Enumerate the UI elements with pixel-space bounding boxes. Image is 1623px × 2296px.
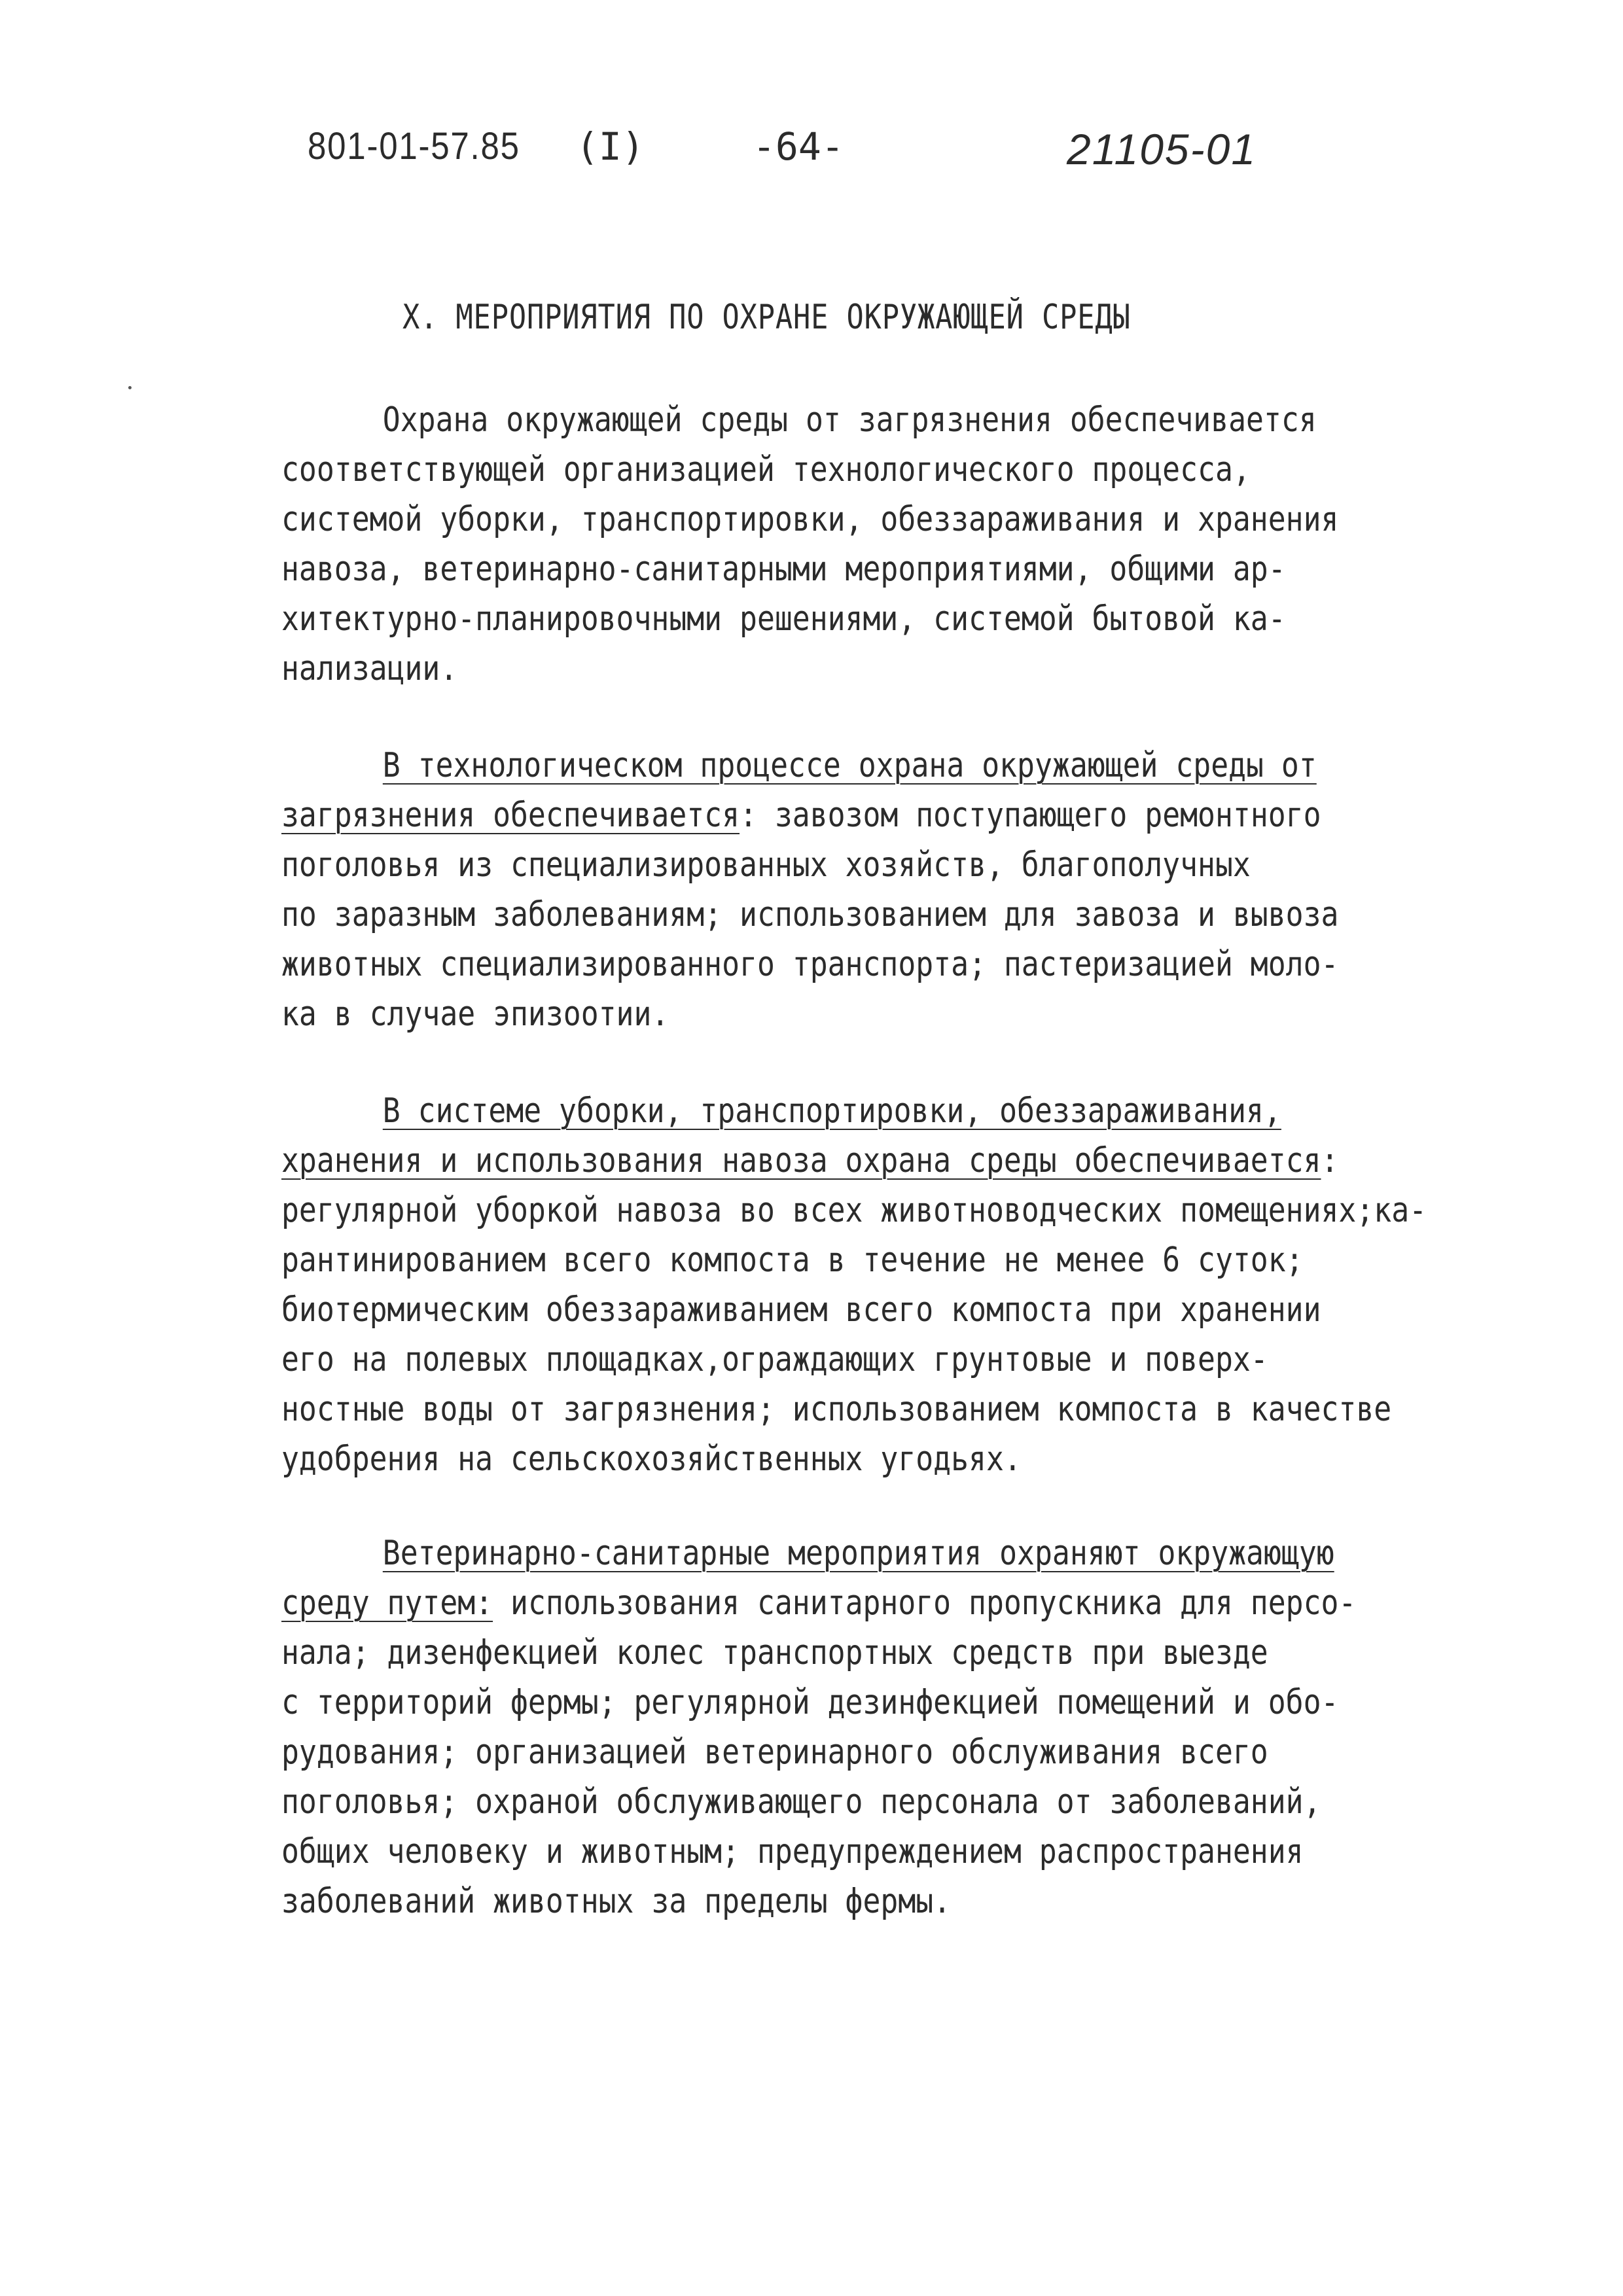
sheet-marker: (I) bbox=[576, 124, 645, 169]
paragraph-line: ка в случае эпизоотии. bbox=[281, 995, 669, 1034]
paragraph-line: Охрана окружающей среды от загрязнения обеспечивается bbox=[382, 400, 1317, 440]
paragraph-line: поголовья из специализированных хозяйств, благополучных bbox=[281, 845, 1251, 885]
paragraph-3 bbox=[281, 1086, 1584, 1484]
paragraph-line: регулярной уборкой навоза во всех животноводческих помещениях;ка- bbox=[281, 1191, 1427, 1230]
paragraph-line: с территорий фермы; регулярной дезинфекцией помещений и обо- bbox=[281, 1683, 1339, 1722]
paragraph-4 bbox=[281, 1528, 1584, 1926]
paragraph-line: по заразным заболеваниям; использованием для завоза и вывоза bbox=[281, 895, 1339, 934]
paragraph-line: рантинированием всего компоста в течение не менее 6 суток; bbox=[281, 1241, 1304, 1280]
paragraph-line: нала; дизенфекцией колес транспортных средств при выезде bbox=[281, 1633, 1268, 1672]
paragraph-line: ностные воды от загрязнения; использованием компоста в качестве bbox=[281, 1390, 1392, 1429]
paragraph-line: его на полевых площадках,ограждающих грунтовые и поверх- bbox=[281, 1340, 1268, 1379]
paragraph-line: соответствующей организацией технологического процесса, bbox=[281, 450, 1251, 489]
paragraph-line bbox=[281, 1528, 1401, 1578]
line-continuation: : bbox=[1321, 1141, 1339, 1180]
handwritten-number: 21105-01 bbox=[1067, 125, 1257, 173]
paragraph-line: нализации. bbox=[281, 649, 458, 688]
paragraph-line: общих человеку и животным; предупреждением распространения bbox=[281, 1832, 1304, 1871]
paragraph-line bbox=[281, 1578, 1401, 1628]
underlined-heading: загрязнения обеспечивается bbox=[281, 796, 740, 835]
paragraph-1 bbox=[281, 395, 1584, 694]
underlined-heading: Ветеринарно-санитарные мероприятия охраняют окружающую bbox=[382, 1534, 1334, 1573]
line-continuation: использования санитарного пропускника для персо- bbox=[493, 1583, 1357, 1623]
paragraph-line: хитектурно-планировочными решениями, системой бытовой ка- bbox=[281, 599, 1286, 639]
scan-speck bbox=[128, 386, 132, 389]
paragraph-line: рудования; организацией ветеринарного обслуживания всего bbox=[281, 1733, 1268, 1772]
paragraph-line: биотермическим обеззараживанием всего компоста при хранении bbox=[281, 1290, 1321, 1330]
paragraph-line: поголовья; охраной обслуживающего персонала от заболеваний, bbox=[281, 1782, 1321, 1822]
paragraph-2 bbox=[281, 741, 1584, 1039]
paragraph-line: системой уборки, транспортировки, обеззараживания и хранения bbox=[281, 500, 1339, 539]
paragraph-line: животных специализированного транспорта; пастеризацией моло- bbox=[281, 945, 1339, 984]
line-continuation: : завозом поступающего ремонтного bbox=[740, 796, 1321, 835]
paragraph-line bbox=[281, 790, 1401, 840]
section-title: X. МЕРОПРИЯТИЯ ПО ОХРАНЕ ОКРУЖАЮЩЕЙ СРЕДЫ bbox=[402, 298, 1131, 337]
page-number: -64- bbox=[753, 124, 844, 169]
underlined-heading: хранения и использования навоза охрана среды обеспечивается bbox=[281, 1141, 1321, 1180]
paragraph-line bbox=[281, 741, 1401, 790]
underlined-heading: среду путем: bbox=[281, 1583, 493, 1623]
paragraph-line: заболеваний животных за пределы фермы. bbox=[281, 1882, 952, 1921]
paragraph-line bbox=[281, 1086, 1401, 1136]
paragraph-line: навоза, ветеринарно-санитарными мероприятиями, общими ар- bbox=[281, 550, 1286, 589]
paragraph-line: удобрения на сельскохозяйственных угодьях. bbox=[281, 1439, 1022, 1479]
paragraph-line bbox=[281, 1136, 1401, 1186]
underlined-heading: В технологическом процессе охрана окружающей среды от bbox=[382, 746, 1317, 785]
underlined-heading: В системе уборки, транспортировки, обеззараживания, bbox=[382, 1091, 1281, 1131]
document-code: 801-01-57.85 bbox=[308, 125, 520, 168]
